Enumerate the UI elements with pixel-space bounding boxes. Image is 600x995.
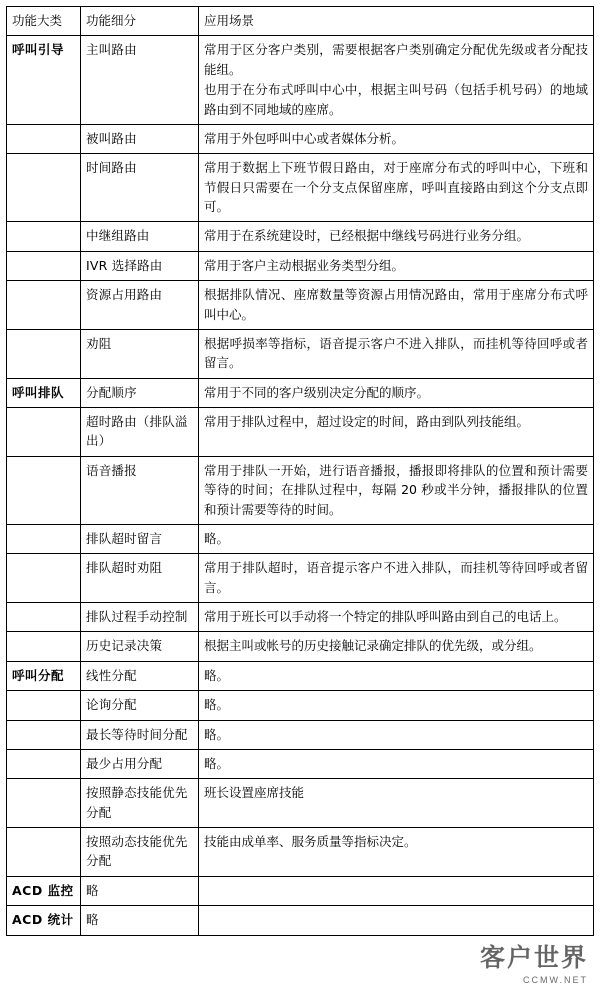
scenario-cell: [199, 691, 594, 720]
category-cell-empty: [7, 603, 81, 632]
feature-scenario-table: [6, 6, 594, 936]
watermark-subtitle: CCMW.NET: [523, 975, 588, 985]
scenario-cell: [199, 632, 594, 661]
scenario-paragraph: 常用于在系统建设时，已经根据中继线号码进行业务分组。: [204, 228, 530, 244]
scenario-cell: [199, 251, 594, 280]
feature-cell: 按照动态技能优先分配: [81, 828, 199, 877]
category-cell-empty: [7, 632, 81, 661]
category-cell: 呼叫分配: [7, 661, 81, 690]
feature-cell: IVR 选择路由: [81, 251, 199, 280]
feature-cell: 语音播报: [81, 456, 199, 524]
column-header-category: 功能大类: [7, 7, 81, 36]
feature-cell: 最长等待时间分配: [81, 720, 199, 749]
scenario-paragraph: 略。: [204, 755, 230, 771]
scenario-cell: [199, 554, 594, 603]
feature-cell: 最少占用分配: [81, 749, 199, 778]
table-row: [7, 749, 594, 778]
category-cell-empty: [7, 222, 81, 251]
scenario-paragraph: 技能由成单率、服务质量等指标决定。: [204, 834, 417, 849]
category-cell: 呼叫排队: [7, 378, 81, 407]
table-row: [7, 36, 594, 125]
scenario-cell: [199, 154, 594, 222]
scenario-paragraph: 常用于排队过程中，超过设定的时间，路由到队列技能组。: [204, 414, 530, 429]
feature-cell: 主叫路由: [81, 36, 199, 125]
scenario-paragraph: 应用场景: [204, 13, 255, 28]
table-row: [7, 554, 594, 603]
scenario-cell: [199, 408, 594, 457]
scenario-cell: [199, 603, 594, 632]
scenario-cell: [199, 524, 594, 553]
category-cell-empty: [7, 779, 81, 828]
scenario-paragraph: 常用于班长可以手动将一个特定的排队呼叫路由到自己的电话上。: [204, 609, 567, 624]
feature-cell: 排队超时留言: [81, 524, 199, 553]
category-cell-empty: [7, 749, 81, 778]
table-row: [7, 251, 594, 280]
scenario-paragraph: 常用于区分客户类别，需要根据客户类别确定分配优先级或者分配技能组。: [204, 42, 588, 77]
scenario-cell: [199, 906, 594, 935]
scenario-paragraph: 根据主叫或帐号的历史接触记录确定排队的优先级，或分组。: [204, 638, 542, 654]
scenario-paragraph: 根据排队情况、座席数量等资源占用情况路由，常用于座席分布式呼叫中心。: [204, 287, 588, 322]
scenario-paragraph: 常用于排队超时，语音提示客户不进入排队，而挂机等待回呼或者留言。: [204, 560, 588, 595]
scenario-paragraph: 常用于数据上下班节假日路由，对于座席分布式的呼叫中心，下班和节假日只需要在一个分支点保留座席，呼叫直接路由到这个分支点即可。: [204, 160, 588, 214]
table-row: [7, 329, 594, 378]
table-row: [7, 876, 594, 905]
feature-cell: 被叫路由: [81, 124, 199, 153]
scenario-cell: [199, 749, 594, 778]
scenario-paragraph: 略。: [204, 697, 230, 713]
table-row: [7, 828, 594, 877]
category-cell-empty: [7, 554, 81, 603]
scenario-paragraph: 常用于客户主动根据业务类型分组。: [204, 257, 405, 273]
table-body: [7, 7, 594, 936]
category-cell: 呼叫引导: [7, 36, 81, 125]
scenario-cell: [199, 456, 594, 524]
watermark-title: 客户世界: [479, 943, 588, 972]
watermark: [440, 945, 588, 985]
table-row: [7, 661, 594, 690]
table-row: [7, 632, 594, 661]
table-row: [7, 603, 594, 632]
category-cell-empty: [7, 329, 81, 378]
category-cell-empty: [7, 251, 81, 280]
table-row: [7, 720, 594, 749]
scenario-cell: [199, 124, 594, 153]
category-cell-empty: [7, 720, 81, 749]
table-row: [7, 154, 594, 222]
category-cell-empty: [7, 456, 81, 524]
scenario-paragraph: 略。: [204, 726, 230, 742]
category-cell-empty: [7, 828, 81, 877]
category-cell-empty: [7, 281, 81, 330]
table-row: [7, 124, 594, 153]
scenario-paragraph: 根据呼损率等指标，语音提示客户不进入排队，而挂机等待回呼或者留言。: [204, 335, 588, 371]
feature-cell: 排队过程手动控制: [81, 603, 199, 632]
table-row: [7, 7, 594, 36]
scenario-paragraph: 常用于不同的客户级别决定分配的顺序。: [204, 384, 430, 400]
column-header-scenario: [199, 7, 594, 36]
table-row: [7, 456, 594, 524]
scenario-cell: [199, 779, 594, 828]
scenario-cell: [199, 378, 594, 407]
column-header-feature: 功能细分: [81, 7, 199, 36]
category-cell-empty: [7, 524, 81, 553]
feature-cell: 略: [81, 876, 199, 905]
feature-cell: 略: [81, 906, 199, 935]
scenario-cell: [199, 329, 594, 378]
feature-cell: 时间路由: [81, 154, 199, 222]
category-cell: ACD 统计: [7, 906, 81, 935]
scenario-cell: [199, 876, 594, 905]
category-cell-empty: [7, 124, 81, 153]
scenario-cell: [199, 720, 594, 749]
scenario-paragraph: 常用于排队一开始，进行语音播报，播报即将排队的位置和预计需要等待的时间；在排队过程中，每隔 20 秒或半分钟，播报排队的位置和预计需要等待的时间。: [204, 462, 588, 517]
scenario-paragraph: 略。: [204, 667, 230, 683]
scenario-paragraph: 也用于在分布式呼叫中心中，根据主叫号码（包括手机号码）的地域路由到不同地域的座席。: [204, 82, 588, 117]
table-row: [7, 691, 594, 720]
scenario-cell: [199, 36, 594, 125]
feature-cell: 劝阻: [81, 329, 199, 378]
category-cell-empty: [7, 691, 81, 720]
feature-cell: 资源占用路由: [81, 281, 199, 330]
scenario-cell: [199, 828, 594, 877]
feature-cell: 排队超时劝阻: [81, 554, 199, 603]
feature-cell: 历史记录决策: [81, 632, 199, 661]
table-row: [7, 779, 594, 828]
scenario-cell: [199, 281, 594, 330]
table-row: [7, 281, 594, 330]
category-cell-empty: [7, 408, 81, 457]
category-cell-empty: [7, 154, 81, 222]
feature-cell: 超时路由（排队溢出）: [81, 408, 199, 457]
table-row: [7, 524, 594, 553]
feature-cell: 分配顺序: [81, 378, 199, 407]
feature-cell: 论询分配: [81, 691, 199, 720]
scenario-paragraph: 略。: [204, 530, 230, 546]
category-cell: ACD 监控: [7, 876, 81, 905]
feature-cell: 按照静态技能优先分配: [81, 779, 199, 828]
table-row: [7, 222, 594, 251]
feature-cell: 线性分配: [81, 661, 199, 690]
scenario-cell: [199, 222, 594, 251]
table-row: [7, 906, 594, 935]
scenario-cell: [199, 661, 594, 690]
feature-cell: 中继组路由: [81, 222, 199, 251]
scenario-paragraph: 班长设置座席技能: [204, 785, 305, 801]
table-row: [7, 378, 594, 407]
scenario-paragraph: 常用于外包呼叫中心或者媒体分析。: [204, 130, 405, 146]
table-row: [7, 408, 594, 457]
